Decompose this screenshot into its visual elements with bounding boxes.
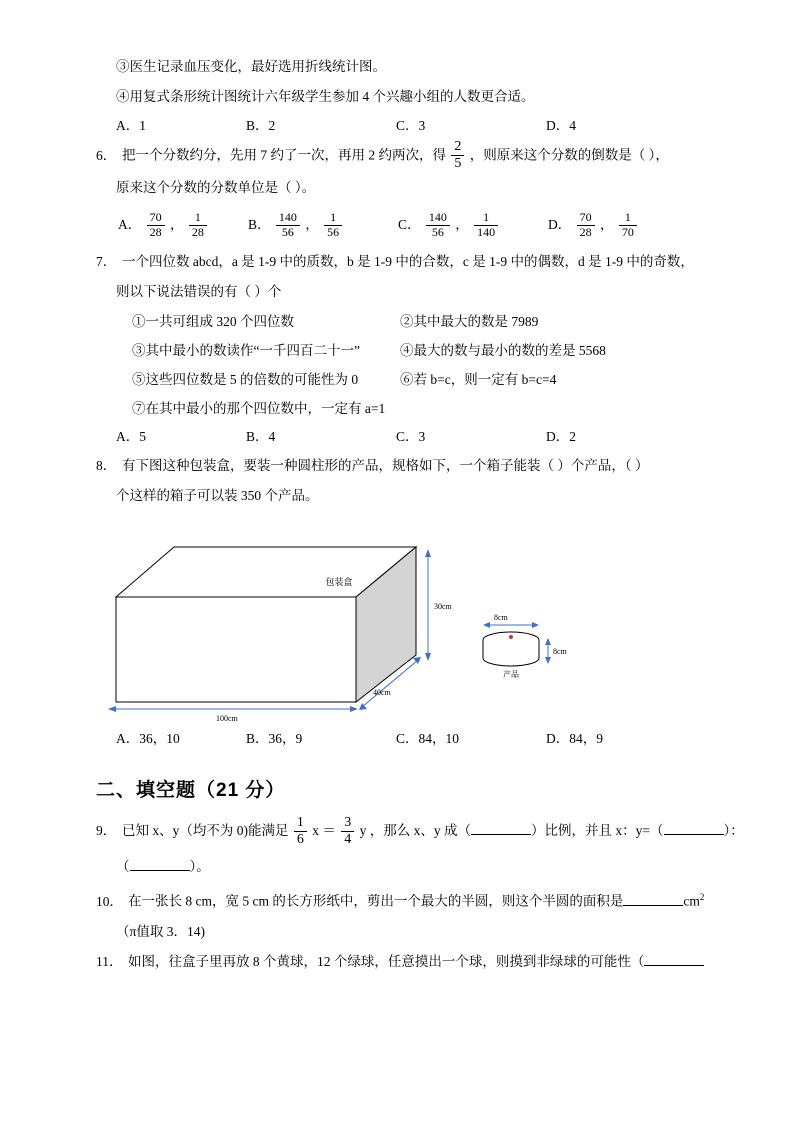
q7-option-a: A．5 <box>116 429 146 445</box>
q6-option-a-frac1: $\frac{70}{28}$ <box>147 211 165 240</box>
q6-option-b-sep: ， <box>305 217 319 233</box>
q9-blank-1[interactable] <box>471 834 531 835</box>
q9-line2 <box>96 852 696 882</box>
q9-mid-1: x ＝ <box>312 823 336 839</box>
q10-line1 <box>96 882 705 917</box>
q6-number: 6． <box>96 147 117 163</box>
q7-statement-1: ①一共可组成 320 个四位数 <box>132 314 294 330</box>
q7-statement-row-1 <box>96 307 696 336</box>
q11-text: 如图，往盒子里再放 8 个黄球，12 个绿球，任意摸出一个球，则摸到非绿球的可能性（ <box>128 953 645 969</box>
q6-line2 <box>96 173 696 203</box>
width-label: 100cm <box>216 714 238 724</box>
q6-option-d-sep: ， <box>600 217 614 233</box>
q6-line2-text: 原来这个分数的分数单位是（ <box>116 180 292 196</box>
q8-number: 8． <box>96 458 117 474</box>
q6-option-d-frac1: $\frac{70}{28}$ <box>577 211 595 240</box>
q7-statement-row-3 <box>96 365 696 394</box>
q5-option-b: B．2 <box>246 118 276 133</box>
q10-unit: cm <box>683 893 700 909</box>
q9-mid-2: y ，那么 x、y 成（ <box>359 823 471 839</box>
document-content <box>96 52 744 977</box>
q7-statement-4: ④最大的数与最小的数的差是 5568 <box>400 343 606 359</box>
q10-blank[interactable] <box>623 905 683 906</box>
q7-options <box>96 423 696 451</box>
q6-option-d <box>548 203 668 247</box>
q8-line2: 个这样的箱子可以装 350 个产品。 <box>116 488 319 504</box>
section-title-fill-in-blank: 二、填空题（21 分） <box>96 780 286 802</box>
q7-option-b: B．4 <box>246 429 276 445</box>
q6-line1 <box>96 140 696 173</box>
q6-fraction-denominator: 5 <box>451 155 464 172</box>
q6-option-a-frac2: $\frac{1}{28}$ <box>189 211 207 240</box>
q10-number: 10． <box>96 893 123 909</box>
q8-option-b: B．36，9 <box>246 731 303 747</box>
q5-options <box>96 112 696 140</box>
q6-text-pre: 把一个分数约分，先用 7 约了一次，再用 2 约两次，得 <box>122 147 446 163</box>
q5-option-c: C．3 <box>396 118 426 133</box>
q9-fraction-1: $\frac{1}{6}$ <box>294 815 307 848</box>
q6-text-end: ）， <box>648 147 669 163</box>
q7-option-d: D．2 <box>546 429 576 445</box>
q7-statement-2: ②其中最大的数是 7989 <box>400 314 539 330</box>
q7-statement-5: ⑤这些四位数是 5 的倍数的可能性为 0 <box>132 372 359 388</box>
q9-line1 <box>96 810 744 852</box>
q6-fraction <box>451 139 464 172</box>
packaging-box-diagram <box>96 517 696 747</box>
cylinder-diameter-label: 8cm <box>494 613 508 623</box>
q9-end: ）： <box>723 823 744 839</box>
q6-option-c <box>398 203 548 247</box>
q7-line1 <box>96 247 696 277</box>
q6-option-b-frac1: $\frac{140}{56}$ <box>276 211 300 240</box>
q6-option-d-frac2: $\frac{1}{70}$ <box>619 211 637 240</box>
q10-unit-exponent: 2 <box>699 892 705 903</box>
q9-line2-pre: （ <box>116 859 130 875</box>
q9-blank-2[interactable] <box>664 834 724 835</box>
q7-line1-text: 一个四位数 abcd，a 是 1-9 中的质数，b 是 1-9 中的合数，c 是 1-9 中的偶数，d 是 1-9 中的奇数， <box>122 254 694 270</box>
q6-option-c-frac2: $\frac{1}{140}$ <box>474 211 498 240</box>
q6-option-b-frac2: $\frac{1}{56}$ <box>324 211 342 240</box>
q11-number: 11． <box>96 953 123 969</box>
q5-statement-3: ③医生记录血压变化，最好选用折线统计图。 <box>116 59 386 74</box>
q7-statement-6: ⑥若 b=c，则一定有 b=c=4 <box>400 372 557 388</box>
q9-mid-3: ）比例，并且 x：y=（ <box>531 823 664 839</box>
q7-line2: 则以下说法错误的有（ ）个 <box>116 284 282 300</box>
q6-option-a <box>118 203 248 247</box>
height-label: 30cm <box>434 602 452 612</box>
q6-line2-end: ）。 <box>294 180 316 196</box>
q8-option-a: A．36，10 <box>116 731 180 747</box>
q9-fraction-2: $\frac{3}{4}$ <box>341 815 354 848</box>
q6-options <box>96 203 696 247</box>
box-label: 包装盒 <box>325 577 353 588</box>
q9-line2-end: ）。 <box>189 859 210 875</box>
q8-line1 <box>96 451 696 481</box>
q11-blank[interactable] <box>644 965 704 966</box>
q9-number: 9． <box>96 823 117 839</box>
q6-option-c-label: C． <box>398 217 421 233</box>
q6-fraction-numerator: 2 <box>454 139 462 154</box>
q6-option-b-label: B． <box>248 217 271 233</box>
q5-option-d: D．4 <box>546 118 576 133</box>
q7-statement-3: ③其中最小的数读作“一千四百二十一” <box>132 343 360 359</box>
q6-option-a-sep: ， <box>170 217 184 233</box>
q8-line1-text: 有下图这种包装盒，要装一种圆柱形的产品，规格如下，一个箱子能装（ ）个产品，（ ） <box>122 458 649 474</box>
q5-option-a: A．1 <box>116 118 146 133</box>
q6-option-c-sep: ， <box>455 217 469 233</box>
depth-label: 40cm <box>373 688 391 698</box>
q7-number: 7． <box>96 254 117 270</box>
q6-option-d-label: D． <box>548 217 572 233</box>
q6-text-post: ，则原来这个分数的倒数是（ <box>469 147 646 163</box>
q5-statement-4: ④用复式条形统计图统计六年级学生参加 4 个兴趣小组的人数更合适。 <box>116 89 535 104</box>
q7-statement-7: ⑦在其中最小的那个四位数中，一定有 a=1 <box>132 401 386 417</box>
q7-statement-row-4 <box>96 394 696 423</box>
q8-option-c: C．84，10 <box>396 731 460 747</box>
q6-option-b <box>248 203 398 247</box>
q10-line2: （π值取 3．14) <box>116 923 205 939</box>
q7-option-c: C．3 <box>396 429 426 445</box>
q7-statement-row-2 <box>96 336 696 365</box>
q11-line1 <box>96 947 696 977</box>
cylinder-label: 产品 <box>503 670 519 680</box>
q9-blank-3[interactable] <box>130 870 190 871</box>
q8-option-d: D．84，9 <box>546 731 603 747</box>
q6-option-a-label: A． <box>118 217 142 233</box>
q6-option-c-frac1: $\frac{140}{56}$ <box>426 211 450 240</box>
q8-figure <box>96 517 696 747</box>
q10-text: 在一张长 8 cm，宽 5 cm 的长方形纸中，剪出一个最大的半圆，则这个半圆的面积是 <box>128 893 624 909</box>
q9-text-pre: 已知 x、y（均不为 0)能满足 <box>122 823 289 839</box>
cylinder-height-label: 8cm <box>553 647 567 657</box>
